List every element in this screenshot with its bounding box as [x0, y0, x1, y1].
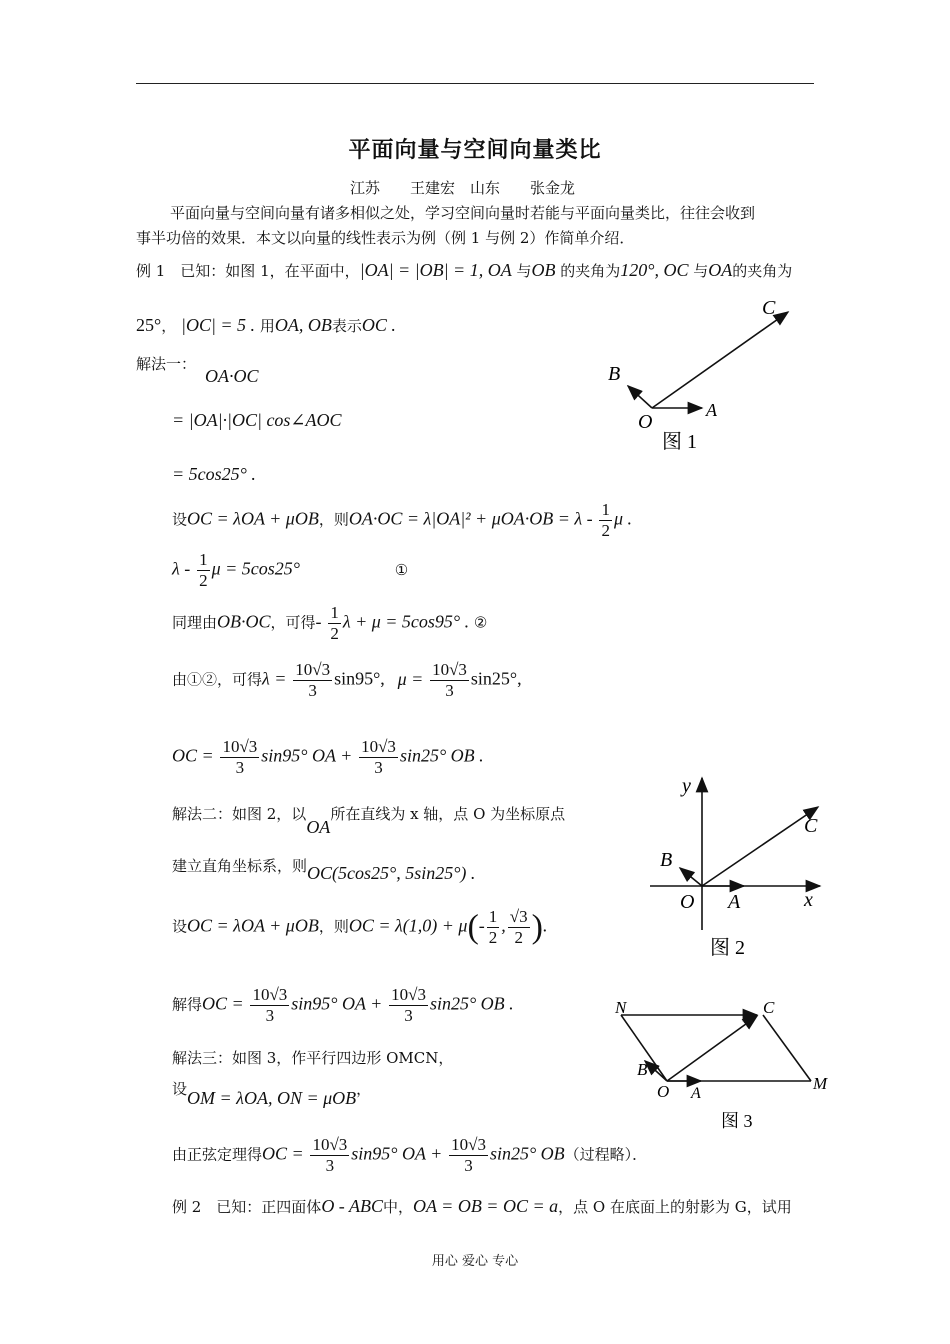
label-m: M: [813, 1074, 828, 1093]
fraction-k-4: $\frac{10√3}{3}$: [361, 737, 396, 777]
oc-eq-3: OC =: [262, 1143, 304, 1164]
label-b-2: B: [660, 849, 673, 871]
label-n: N: [615, 998, 627, 1017]
m2-oc-coords: OC(5cos25°, 5sin25°) .: [307, 863, 476, 883]
word-use: 用: [259, 317, 275, 335]
word-she-2: 设: [172, 917, 188, 936]
oc-length: |OC| = 5 .: [181, 315, 256, 335]
ob-dot-oc: OB·OC: [217, 611, 271, 632]
sin95: sin95°,: [334, 668, 385, 689]
m3-line-2: [172, 1075, 372, 1108]
fraction-k-5: $\frac{10√3}{3}$: [252, 985, 288, 1025]
label-b-3: B: [637, 1060, 648, 1079]
m1-line-5: [172, 550, 408, 591]
vectors-oa-ob: OA, OB: [274, 315, 332, 335]
lambda-eq: λ =: [262, 668, 287, 689]
m2-oa: OA: [306, 817, 331, 837]
example-1-statement-2: [136, 312, 396, 339]
eq-2-rhs: λ + μ = 5cos95° .: [342, 611, 470, 632]
figure-1: [600, 290, 810, 460]
method-1-label: 解法一：: [136, 355, 197, 373]
m2-linear-comb: OC = λOA + μOB: [187, 915, 319, 936]
word-ze: ，则: [318, 510, 349, 529]
vector-oa: OA: [708, 260, 733, 280]
fraction-root3-2: $\frac{√3}{2}$: [509, 907, 528, 947]
word-yu-2: 与: [693, 262, 709, 280]
page-title: 平面向量与空间向量类比: [348, 137, 602, 163]
label-a: A: [706, 400, 717, 420]
sin25: sin25°,: [470, 668, 522, 689]
fraction-k-7: $\frac{10√3}{3}$: [312, 1135, 348, 1175]
angle-25: 25°: [136, 315, 162, 335]
tetrahedron: O - ABC: [321, 1196, 383, 1216]
example-1-statement: [136, 257, 792, 284]
figure-1-caption: 图 1: [662, 431, 697, 453]
lambda-minus: λ -: [172, 558, 191, 579]
label-o-2: O: [680, 891, 695, 913]
angle-text-1: 的夹角为: [560, 262, 621, 280]
label-o: O: [638, 411, 653, 433]
label-c-3: C: [763, 998, 775, 1017]
fraction-half: $\frac{1}{2}$: [601, 500, 610, 540]
equal-edges: OA = OB = OC = a: [413, 1196, 559, 1216]
m1-line-1: OA·OC: [205, 366, 259, 386]
equation-marker-1: ①: [394, 560, 409, 579]
term-ob-3: sin25° OB: [489, 1143, 565, 1164]
authors: 江苏 王建宏 山东 张金龙: [350, 179, 576, 197]
angle-120: 120°, OC: [620, 260, 689, 280]
m3-line-3: [172, 1135, 647, 1176]
vector-oc-arrow-2: [702, 807, 818, 886]
oc-eq-2: OC =: [202, 993, 244, 1014]
term-oa-3: sin95° OA +: [351, 1143, 443, 1164]
word-jiede: 解得: [172, 995, 203, 1014]
oc-eq: OC =: [172, 745, 214, 766]
label-b: B: [608, 363, 621, 385]
intro-line-2: 事半功倍的效果．本文以向量的线性表示为例（例 1 与例 2）作简单介绍．: [136, 229, 635, 247]
page-footer: 用心 爱心 专心: [431, 1254, 519, 1269]
m2-intro: 解法二：如图 2，以: [172, 805, 307, 823]
label-o-3: O: [657, 1082, 670, 1101]
example-2-rest: ，点 O 在底面上的射影为 G，试用: [558, 1198, 792, 1216]
figure-2: [640, 770, 840, 965]
vector-oc-arrow-3: [667, 1016, 757, 1081]
m3-om-on: OM = λOA, ON = μOB: [187, 1088, 357, 1108]
vector-ob-arrow: [628, 386, 652, 408]
comma: ，: [161, 317, 177, 335]
fraction-half-3: $\frac{1}{2}$: [330, 603, 339, 643]
eq-1-rhs: μ = 5cos25°: [211, 558, 300, 579]
m2-axis-text: 所在直线为 x 轴，点 O 为坐标原点: [330, 805, 566, 823]
label-c: C: [762, 297, 776, 319]
word-express: 表示: [331, 317, 362, 335]
intro-line-1: 平面向量与空间向量有诸多相似之处，学习空间向量时若能与平面向量类比，往往会收到: [170, 204, 756, 222]
term-oa-2: sin95° OA +: [291, 993, 383, 1014]
figure-3: [605, 995, 840, 1135]
m1-line-6: [172, 603, 487, 644]
m3-line-1: 解法三：如图 3，作平行四边形 OMCN，: [172, 1049, 454, 1067]
word-tongli: 同理由: [172, 613, 218, 632]
top-rule: [136, 83, 814, 84]
fraction-half-4: $\frac{1}{2}$: [488, 907, 498, 947]
figure-3-caption: 图 3: [721, 1111, 753, 1131]
m1-mu: μ .: [613, 508, 632, 529]
m1-line-7: [172, 660, 522, 701]
m3-sine-law: 由正弦定理得: [172, 1145, 263, 1164]
word-from-12: 由①②，可得: [172, 670, 263, 689]
label-y: y: [682, 775, 691, 797]
m2-line-4: [172, 985, 514, 1026]
fraction-k-3: $\frac{10√3}{3}$: [222, 737, 258, 777]
m3-comma: ，: [356, 1080, 372, 1098]
example-2-statement: [172, 1193, 792, 1220]
fraction-k-2: $\frac{10√3}{3}$: [432, 660, 467, 700]
word-zhong: 中，: [382, 1198, 413, 1216]
m1-line-4: [172, 500, 632, 541]
m1-linear-comb: OC = λOA + μOB: [187, 508, 319, 529]
equation-marker-2: ②: [473, 613, 488, 632]
term-ob-2: sin25° OB .: [429, 993, 514, 1014]
word-yu: 与: [516, 262, 532, 280]
figure-2-caption: 图 2: [710, 937, 745, 959]
label-a-3: A: [691, 1085, 701, 1102]
word-kede: ，可得: [270, 613, 316, 632]
word-ze-2: ，则: [318, 917, 349, 936]
minus-sign: -: [315, 611, 322, 632]
example-2-label: 例 2 已知：正四面体: [172, 1198, 322, 1216]
vector-oc: OC .: [361, 315, 396, 335]
m1-line-2: = |OA|·|OC| cos∠AOC: [172, 410, 342, 430]
fraction-k: $\frac{10√3}{3}$: [295, 660, 331, 700]
m2-oc-vector: OC = λ(1,0) + μ: [348, 915, 468, 936]
angle-text-2: 的夹角为: [732, 262, 793, 280]
vector-oc-arrow: [652, 312, 788, 408]
m2-line-2: [172, 852, 476, 883]
term-oa: sin95° OA +: [261, 745, 353, 766]
word-she-3: 设: [172, 1080, 188, 1098]
label-c-2: C: [804, 815, 818, 837]
fraction-k-6: $\frac{10√3}{3}$: [391, 985, 426, 1025]
label-a-2: A: [728, 891, 741, 913]
condition-unit: |OA| = |OB| = 1, OA: [359, 260, 512, 280]
fraction-k-8: $\frac{10√3}{3}$: [451, 1135, 486, 1175]
example-1-label: 例 1 已知：如图 1，在平面中，: [136, 262, 360, 280]
m2-line-3: 设OC = λOA + μOB，则OC = λ(1,0) + μ(- $\frac{1}{2}$ , $\frac{√3}{2}$ ).: [172, 907, 548, 947]
m2-coord-text: 建立直角坐标系，则: [172, 857, 308, 875]
m2-period: .: [542, 915, 548, 936]
word-she: 设: [172, 510, 188, 529]
m1-line-8: [172, 737, 484, 778]
m1-dot-expansion: OA·OC = λ|OA|² + μOA·OB = λ -: [348, 508, 593, 529]
fraction-half-2: $\frac{1}{2}$: [199, 550, 208, 590]
mu-eq: μ =: [397, 668, 424, 689]
m3-omitted: （过程略）．: [564, 1145, 648, 1164]
label-x: x: [804, 889, 813, 911]
vector-ob: OB: [531, 260, 556, 280]
side-cm: [763, 1015, 811, 1081]
m1-line-3: = 5cos25° .: [172, 464, 256, 484]
vector-ob-arrow-2: [680, 868, 702, 886]
m2-line-1: [172, 800, 566, 837]
term-ob: sin25° OB .: [399, 745, 484, 766]
